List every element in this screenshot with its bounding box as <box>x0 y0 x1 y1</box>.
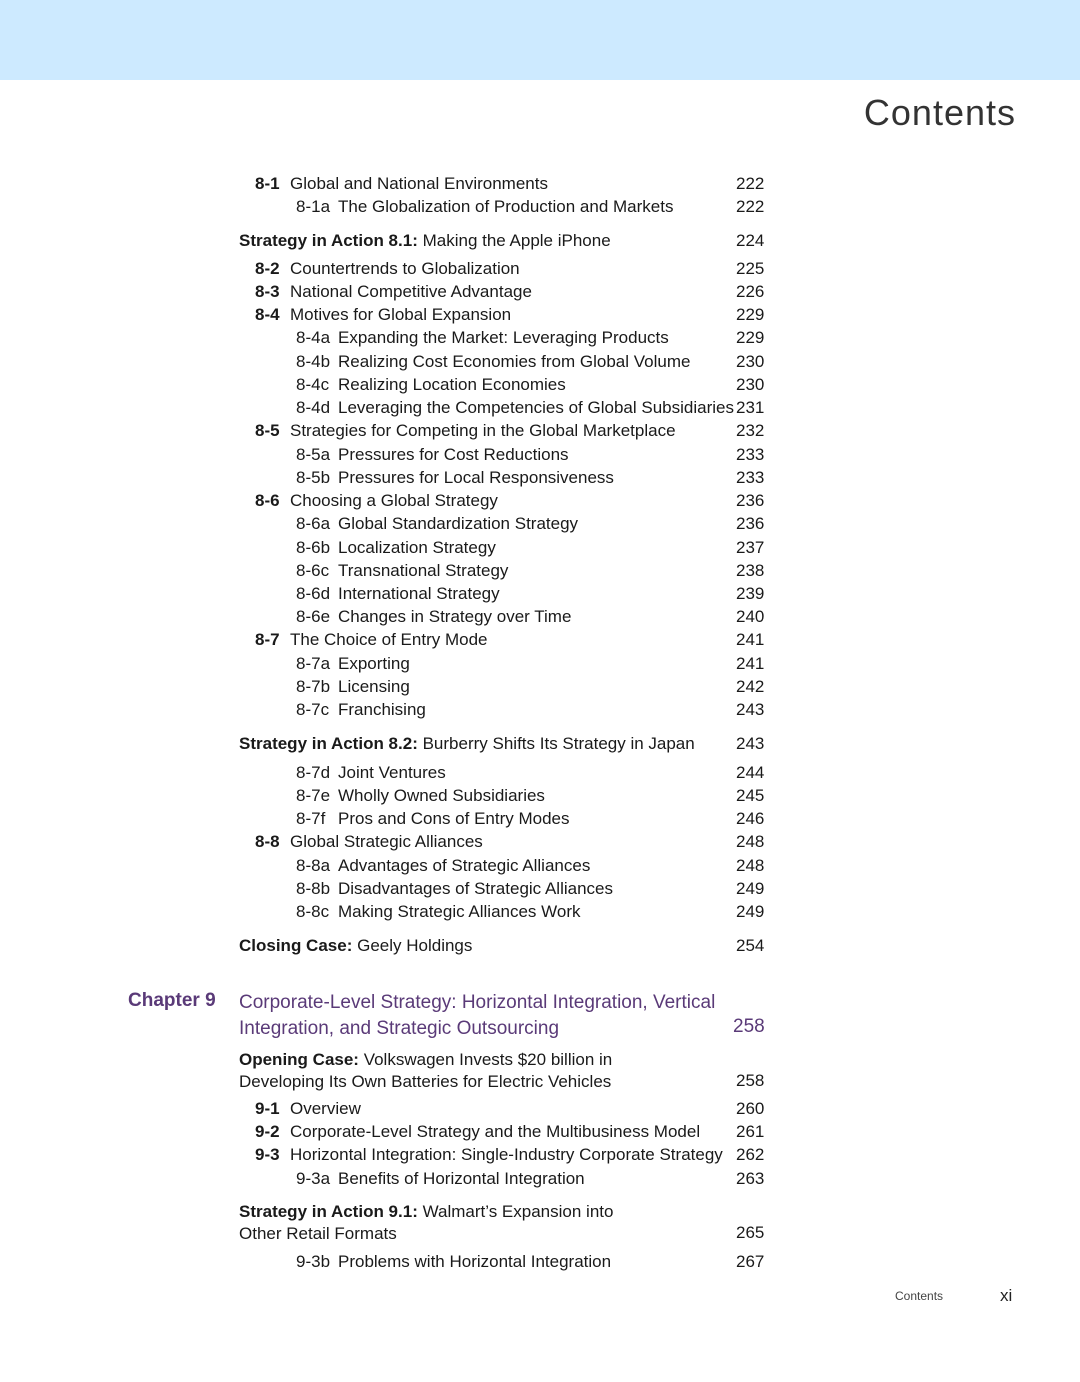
section-number: 8-6c <box>296 561 330 580</box>
toc-section <box>255 629 487 651</box>
feature-title: Geely Holdings <box>357 936 473 955</box>
page-number: 246 <box>736 809 765 828</box>
section-title: Horizontal Integration: Single-Industry Corporate Strategy <box>290 1145 723 1164</box>
toc-subsection <box>296 762 446 784</box>
feature-lead: Closing Case: <box>239 936 353 955</box>
page-number: 249 <box>736 879 765 898</box>
feature-title: Making the Apple iPhone <box>422 231 611 250</box>
section-number: 8-7f <box>296 809 326 828</box>
header-band <box>0 0 1080 80</box>
section-title: Benefits of Horizontal Integration <box>338 1169 585 1188</box>
section-number: 8-2 <box>255 259 280 278</box>
section-title: Making Strategic Alliances Work <box>338 902 581 921</box>
section-number: 8-4a <box>296 328 331 347</box>
section-number: 9-3 <box>255 1145 280 1164</box>
page-number: 232 <box>736 421 765 440</box>
section-number: 8-3 <box>255 282 280 301</box>
page-number: 261 <box>736 1122 765 1141</box>
section-number: 8-4 <box>255 305 280 324</box>
page-title: Contents <box>863 92 1016 133</box>
toc-subsection <box>296 808 570 830</box>
page-number: 243 <box>736 700 765 719</box>
section-number: 8-7 <box>255 630 280 649</box>
section-number: 9-3b <box>296 1252 331 1271</box>
page-number: 233 <box>736 468 765 487</box>
section-number: 8-7e <box>296 786 331 805</box>
toc-subsection <box>296 878 613 900</box>
section-title: International Strategy <box>338 584 500 603</box>
section-number: 8-7a <box>296 654 331 673</box>
page-number: 245 <box>736 786 765 805</box>
page-number: 229 <box>736 305 765 324</box>
section-number: 8-1 <box>255 174 280 193</box>
section-title: Global and National Environments <box>290 174 548 193</box>
section-number: 9-2 <box>255 1122 280 1141</box>
feature-lead: Strategy in Action 9.1: <box>239 1202 418 1221</box>
section-number: 8-4c <box>296 375 330 394</box>
page-number: 229 <box>736 328 765 347</box>
feature-title: Burberry Shifts Its Strategy in Japan <box>422 734 695 753</box>
toc-subsection <box>296 583 500 605</box>
page-number: 242 <box>736 677 765 696</box>
toc-subsection <box>296 699 426 721</box>
toc-subsection <box>296 606 571 628</box>
page-number: 231 <box>736 398 765 417</box>
section-title: Wholly Owned Subsidiaries <box>338 786 545 805</box>
section-number: 9-1 <box>255 1099 280 1118</box>
section-title: Problems with Horizontal Integration <box>338 1252 612 1271</box>
toc-subsection <box>296 351 690 373</box>
page-number: 230 <box>736 352 765 371</box>
section-number: 8-4d <box>296 398 331 417</box>
chapter-page: 258 <box>733 1016 765 1037</box>
section-title: Changes in Strategy over Time <box>338 607 572 626</box>
page-number: 249 <box>736 902 765 921</box>
section-number: 8-4b <box>296 352 331 371</box>
toc-subsection <box>296 513 578 535</box>
chapter-title: Corporate-Level Strategy: Horizontal Integration, Vertical Integration, and Strategic Outsourcing <box>239 992 716 1039</box>
section-title: The Globalization of Production and Markets <box>338 197 674 216</box>
page-number: 260 <box>736 1099 765 1118</box>
section-title: The Choice of Entry Mode <box>290 630 488 649</box>
toc-section <box>255 304 511 326</box>
section-title: Exporting <box>338 654 410 673</box>
toc-feature <box>239 1201 613 1245</box>
feature-title-line2: Other Retail Formats <box>239 1224 397 1243</box>
toc-subsection <box>296 855 590 877</box>
section-title: Localization Strategy <box>338 538 496 557</box>
toc-subsection <box>296 374 566 396</box>
section-title: Realizing Cost Economies from Global Volume <box>338 352 691 371</box>
page-number: 236 <box>736 491 765 510</box>
section-number: 8-6 <box>255 491 280 510</box>
page-number: 248 <box>736 832 765 851</box>
section-number: 9-3a <box>296 1169 331 1188</box>
page-number: 258 <box>736 1071 765 1090</box>
toc-section <box>255 1121 700 1143</box>
section-number: 8-7b <box>296 677 331 696</box>
section-title: Expanding the Market: Leveraging Products <box>338 328 669 347</box>
section-title: Corporate-Level Strategy and the Multibusiness Model <box>290 1122 701 1141</box>
feature-lead: Strategy in Action 8.2: <box>239 734 418 753</box>
toc-section <box>255 281 532 303</box>
page-number: 230 <box>736 375 765 394</box>
page-number: 262 <box>736 1145 765 1164</box>
section-title: Choosing a Global Strategy <box>290 491 498 510</box>
section-title: Leveraging the Competencies of Global Subsidiaries <box>338 398 734 417</box>
section-title: Pressures for Cost Reductions <box>338 445 569 464</box>
page-number: 241 <box>736 630 765 649</box>
page-number: 248 <box>736 856 765 875</box>
section-title: Franchising <box>338 700 426 719</box>
toc-subsection <box>296 1168 585 1190</box>
section-number: 8-1a <box>296 197 331 216</box>
section-title: Licensing <box>338 677 410 696</box>
section-title: Global Strategic Alliances <box>290 832 483 851</box>
toc-feature <box>239 935 472 957</box>
toc-feature <box>239 230 611 252</box>
section-title: Advantages of Strategic Alliances <box>338 856 591 875</box>
toc-feature <box>239 1049 612 1093</box>
page-number: 240 <box>736 607 765 626</box>
page-number: 222 <box>736 197 765 216</box>
section-number: 8-6a <box>296 514 331 533</box>
section-number: 8-5b <box>296 468 331 487</box>
toc-section <box>255 831 483 853</box>
page-number: 265 <box>736 1223 765 1242</box>
toc-subsection <box>296 1251 611 1273</box>
toc-feature <box>239 733 695 755</box>
section-number: 8-6b <box>296 538 331 557</box>
section-title: Global Standardization Strategy <box>338 514 579 533</box>
page-number: 225 <box>736 259 765 278</box>
chapter-label: Chapter 9 <box>128 990 216 1011</box>
page-number: 244 <box>736 763 765 782</box>
toc-subsection <box>296 676 410 698</box>
section-number: 8-5 <box>255 421 280 440</box>
section-title: National Competitive Advantage <box>290 282 532 301</box>
toc-subsection <box>296 560 508 582</box>
page-number: 237 <box>736 538 765 557</box>
toc-subsection <box>296 653 410 675</box>
section-number: 8-7d <box>296 763 331 782</box>
page-number: 226 <box>736 282 765 301</box>
toc-section <box>255 1144 723 1166</box>
section-title: Strategies for Competing in the Global Marketplace <box>290 421 676 440</box>
section-title: Motives for Global Expansion <box>290 305 512 324</box>
section-title: Transnational Strategy <box>338 561 509 580</box>
section-number: 8-6d <box>296 584 331 603</box>
section-title: Pressures for Local Responsiveness <box>338 468 614 487</box>
section-number: 8-8 <box>255 832 280 851</box>
page-number: 233 <box>736 445 765 464</box>
section-title: Overview <box>290 1099 361 1118</box>
toc-subsection <box>296 397 734 419</box>
footer-label: Contents <box>895 1289 944 1303</box>
page-number: 224 <box>736 231 765 250</box>
toc-section <box>255 173 548 195</box>
page-number: 254 <box>736 936 765 955</box>
section-number: 8-8a <box>296 856 331 875</box>
page-number: 222 <box>736 174 765 193</box>
feature-title: Walmart’s Expansion into <box>422 1202 614 1221</box>
toc-section <box>255 420 676 442</box>
section-number: 8-8c <box>296 902 330 921</box>
page-number: 241 <box>736 654 765 673</box>
toc-subsection <box>296 444 569 466</box>
page-number: 243 <box>736 734 765 753</box>
page-number: 267 <box>736 1252 765 1271</box>
section-number: 8-7c <box>296 700 330 719</box>
section-title: Realizing Location Economies <box>338 375 566 394</box>
section-title: Pros and Cons of Entry Modes <box>338 809 570 828</box>
toc-subsection <box>296 537 496 559</box>
section-number: 8-5a <box>296 445 331 464</box>
toc-section <box>255 490 498 512</box>
section-title: Joint Ventures <box>338 763 446 782</box>
section-number: 8-6e <box>296 607 331 626</box>
page-number: 239 <box>736 584 765 603</box>
feature-lead: Strategy in Action 8.1: <box>239 231 418 250</box>
toc-subsection <box>296 901 581 923</box>
toc-subsection <box>296 467 614 489</box>
toc-section <box>255 1098 361 1120</box>
toc-subsection <box>296 785 545 807</box>
section-number: 8-8b <box>296 879 331 898</box>
section-title: Countertrends to Globalization <box>290 259 520 278</box>
feature-title: Volkswagen Invests $20 billion in <box>363 1050 613 1069</box>
page-number: 238 <box>736 561 765 580</box>
page-number: 236 <box>736 514 765 533</box>
section-title: Disadvantages of Strategic Alliances <box>338 879 613 898</box>
page-number: 263 <box>736 1169 765 1188</box>
feature-title-line2: Developing Its Own Batteries for Electric Vehicles <box>239 1072 612 1091</box>
feature-lead: Opening Case: <box>239 1050 359 1069</box>
toc-section <box>255 258 520 280</box>
toc-subsection <box>296 327 669 349</box>
footer-page-number: xi <box>1000 1286 1013 1305</box>
toc-subsection <box>296 196 673 218</box>
